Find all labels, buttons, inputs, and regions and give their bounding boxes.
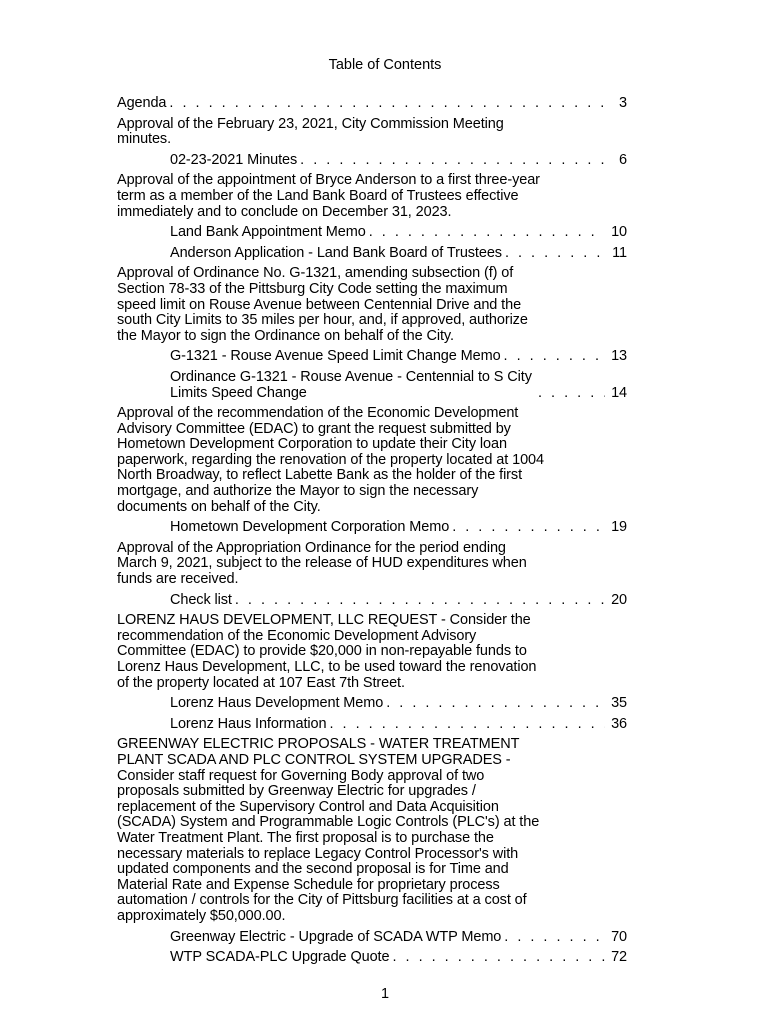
dot-leader	[501, 349, 605, 365]
toc-entry[interactable]	[117, 593, 627, 609]
toc-entry-label: Lorenz Haus Development Memo	[170, 695, 384, 712]
table-of-contents	[117, 96, 627, 971]
toc-page-number: 14	[611, 384, 627, 401]
toc-entry[interactable]	[117, 717, 627, 733]
toc-entry-label: 02-23-2021 Minutes	[170, 151, 298, 168]
toc-page-number: 20	[611, 591, 627, 608]
toc-page-number: 11	[612, 244, 627, 261]
toc-page-number: 19	[611, 519, 627, 536]
agenda-item-description: Approval of the February 23, 2021, City Commission Meeting minutes.	[117, 115, 504, 148]
toc-entry-label: Land Bank Appointment Memo	[170, 224, 366, 241]
dot-leader	[326, 717, 605, 733]
toc-page-number: 36	[611, 715, 627, 732]
dot-leader	[501, 930, 605, 946]
toc-entry[interactable]	[117, 153, 627, 169]
page-number: 1	[380, 986, 390, 1002]
agenda-item-description: Approval of the recommendation of the Economic Development Advisory Committee (EDAC) to grant the request submitted by Hometown Development Corporation to update their City loan paperwork, regarding the renovation of the property located at 1004 North Broadway, to reflect Labette Bank as the holder of the first mortgage, and authorize the Mayor to sign the necessary documents on behalf of the City.	[117, 405, 544, 515]
toc-entry-label: Anderson Application - Land Bank Board of Trustees	[170, 244, 502, 261]
toc-entry[interactable]	[117, 349, 627, 365]
dot-leader	[297, 153, 605, 169]
agenda-item-description: Approval of the appointment of Bryce Anderson to a first three-year term as a member of the Land Bank Board of Trustees effective immediately and to conclude on December 31, 2023.	[117, 172, 540, 220]
toc-page-number: 70	[611, 928, 627, 945]
toc-page-number: 10	[611, 224, 627, 241]
dot-leader	[383, 696, 605, 712]
toc-page-number: 72	[611, 949, 627, 966]
dot-leader	[449, 520, 605, 536]
toc-entry[interactable]	[117, 930, 627, 946]
agenda-item-description: GREENWAY ELECTRIC PROPOSALS - WATER TREATMENT PLANT SCADA AND PLC CONTROL SYSTEM UPGRADES - Consider staff request for Governing Body approval of two proposals submitted by Greenway Electric for upgrades / replacement of the Supervisory Control and Data Acquisition (SCADA) System and Programmable Logic Controls (PLC's) at the Water Treatment Plant. The first proposal is to purchase the necessary materials to replace Legacy Control Processor's with updated components and the second proposal is for Time and Material Rate and Expense Schedule for proprietary process automation / controls for the City of Pittsburg facilities at a cost of approximately $50,000.00.	[117, 736, 540, 924]
toc-entry-label: G-1321 - Rouse Avenue Speed Limit Change Memo	[170, 348, 501, 365]
dot-leader	[502, 246, 605, 262]
page-title: Table of Contents	[328, 57, 442, 73]
toc-entry-label: Ordinance G-1321 - Rouse Avenue - Centennial to S City Limits Speed Change	[170, 368, 532, 401]
toc-page-number: 3	[619, 95, 627, 111]
agenda-item-description: Approval of Ordinance No. G-1321, amending subsection (f) of Section 78-33 of the Pittsburg City Code setting the maximum speed limit on Rouse Avenue between Centennial Drive and the south City Limits to 35 miles per hour, and, if approved, authorize the Mayor to sign the Ordinance on behalf of the City.	[117, 265, 528, 344]
dot-leader	[166, 96, 605, 112]
toc-entry[interactable]	[117, 370, 627, 401]
toc-entry-label: Greenway Electric - Upgrade of SCADA WTP Memo	[170, 928, 502, 945]
toc-entry-label: Check list	[170, 591, 232, 608]
toc-entry[interactable]	[117, 950, 627, 966]
toc-page-number: 13	[611, 348, 627, 365]
toc-entry-label: Agenda	[117, 95, 167, 111]
toc-page-number: 6	[619, 151, 627, 168]
dot-leader	[366, 225, 605, 241]
dot-leader	[389, 950, 605, 966]
toc-entry[interactable]	[117, 96, 627, 112]
toc-entry-label: WTP SCADA-PLC Upgrade Quote	[170, 949, 390, 966]
toc-entry[interactable]	[117, 696, 627, 712]
toc-entry-label: Hometown Development Corporation Memo	[170, 519, 450, 536]
dot-leader	[232, 593, 605, 609]
toc-page-number: 35	[611, 695, 627, 712]
toc-entry[interactable]	[117, 520, 627, 536]
agenda-item-description: LORENZ HAUS DEVELOPMENT, LLC REQUEST - Consider the recommendation of the Economic Development Advisory Committee (EDAC) to provide $20,000 in non-repayable funds to Lorenz Haus Development, LLC, to be used toward the renovation of the property located at 107 East 7th Street.	[117, 612, 537, 691]
dot-leader	[535, 386, 605, 402]
toc-entry[interactable]	[117, 225, 627, 241]
agenda-item-description: Approval of the Appropriation Ordinance for the period ending March 9, 2021, subject to the release of HUD expenditures when funds are received.	[117, 539, 527, 588]
toc-entry-label: Lorenz Haus Information	[170, 715, 327, 732]
toc-entry[interactable]	[117, 246, 627, 262]
